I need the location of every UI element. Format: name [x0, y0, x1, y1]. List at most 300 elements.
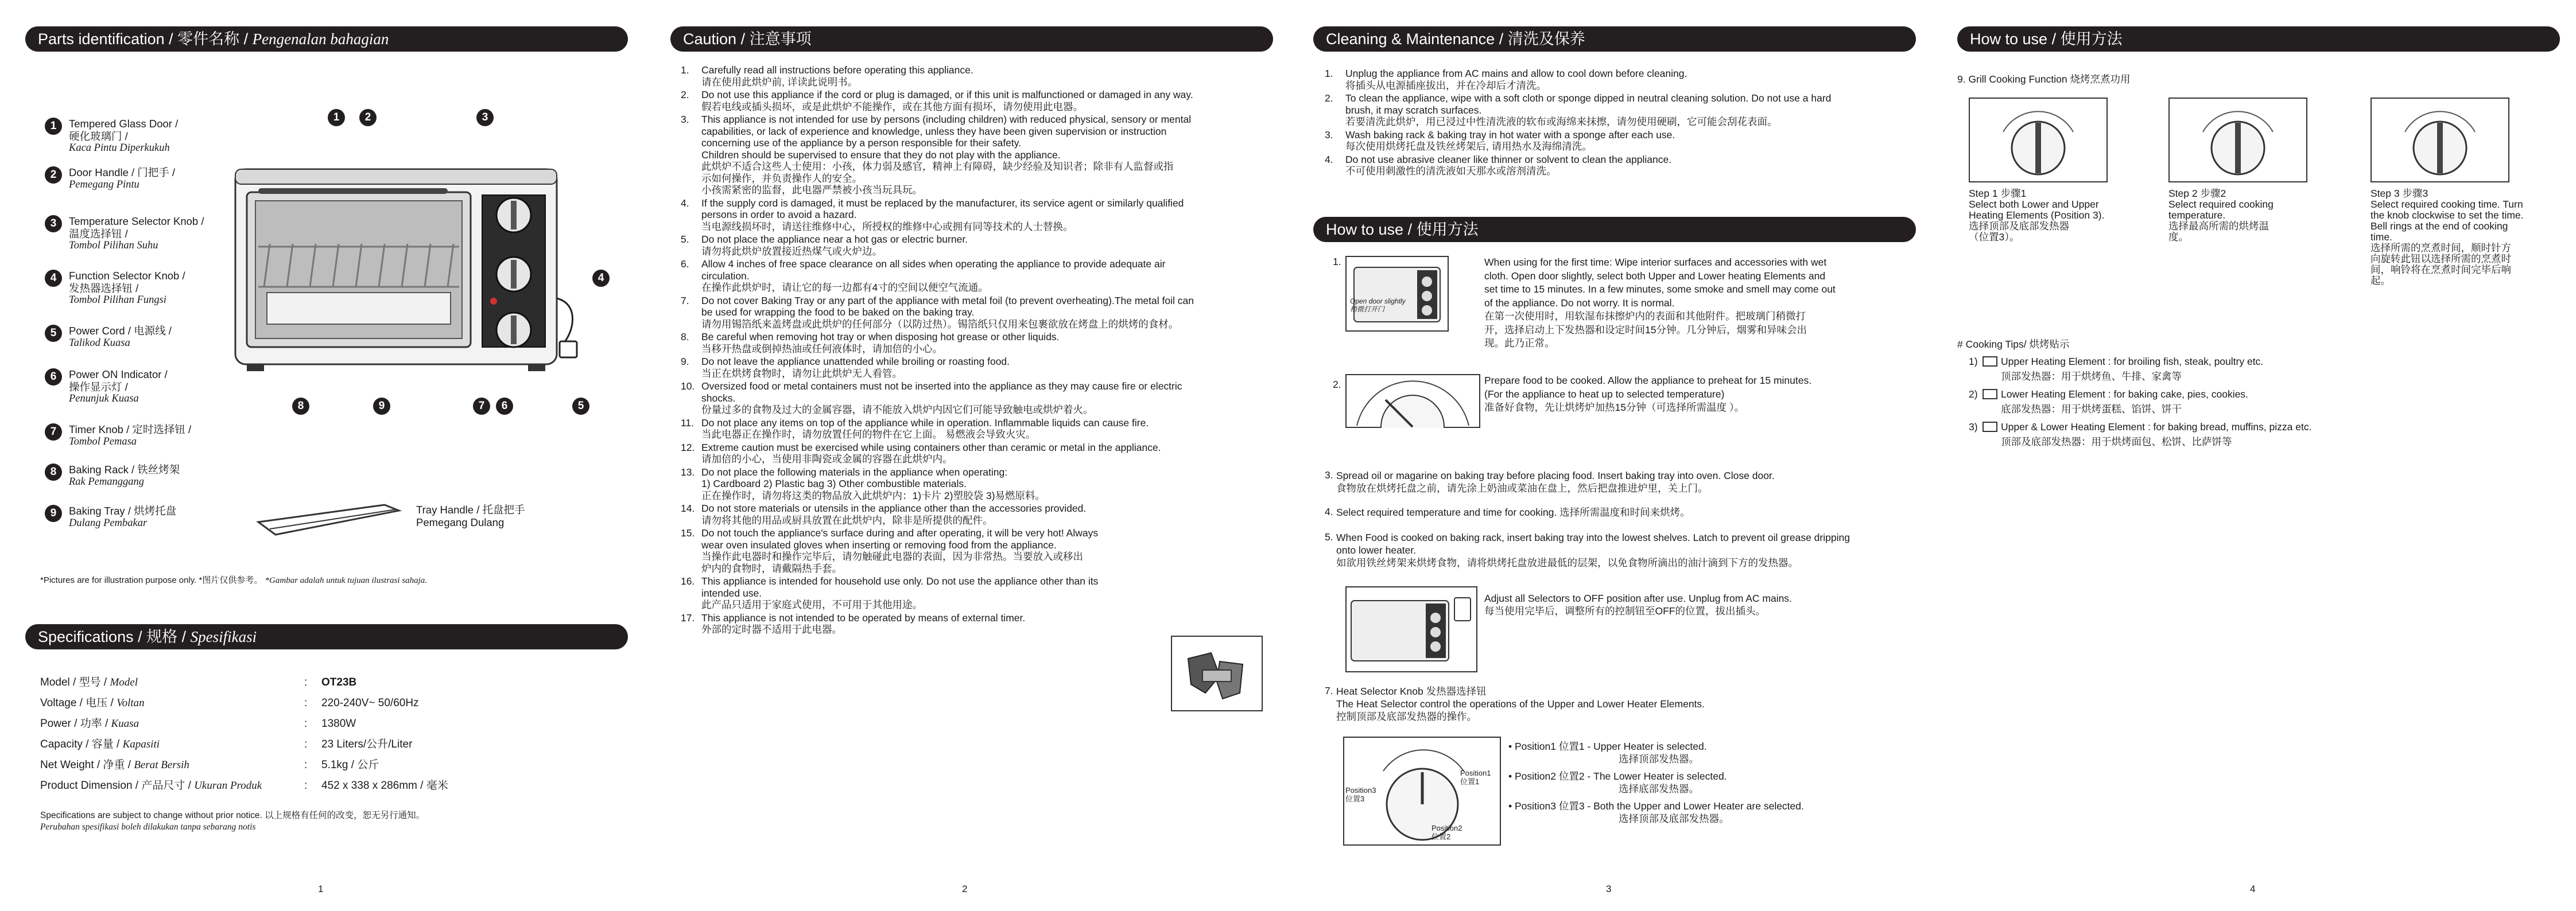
list-item-line: Do not leave the appliance unattended while broiling or roasting food.	[701, 356, 1010, 367]
selector-dial-icon	[1969, 98, 2108, 182]
list-item-number: 4.	[681, 197, 689, 209]
dial-p1-zh: 位置1	[1460, 777, 1480, 786]
part-name-ml: Pemegang Pintu	[69, 178, 139, 190]
heater-icon	[1983, 422, 1997, 432]
list-item-line: 1) Cardboard 2) Plastic bag 3) Other combustible materials.	[701, 478, 967, 489]
position-item	[1508, 740, 1707, 765]
grill-step-line: Heating Elements (Position 3).	[1969, 209, 2105, 221]
list-item-line: 此产品只适用于家庭式使用，不可用于其他用途。	[701, 599, 922, 610]
list-item-line: Be careful when removing hot tray or when disposing hot grease or other liquids.	[701, 331, 1060, 342]
part-number-badge: 1	[45, 118, 62, 135]
part-number-badge: 7	[45, 423, 62, 441]
list-item-line: 当电源线损坏时，请送往维修中心，所授权的维修中心或拥有同等技术的人士替换。	[701, 220, 1073, 232]
oven-unplug-icon	[1345, 586, 1477, 672]
grill-step-line: the knob clockwise to set the time.	[2371, 209, 2524, 221]
list-item-line: Extreme caution must be exercised while using containers other than ceramic or metal in the appliance.	[701, 441, 1161, 453]
callout-badge: 4	[592, 270, 610, 287]
tip-number: 1)	[1969, 356, 1978, 367]
tips-title: # Cooking Tips/ 烘烤贴示	[1957, 338, 2070, 350]
heater-icon	[1983, 356, 1997, 367]
part-name-en: Door Handle / 门把手 /	[69, 166, 176, 178]
list-item-text	[1345, 129, 1910, 153]
list-item-text	[1345, 92, 1910, 128]
spec-colon: :	[304, 697, 308, 709]
list-item-line: 当正在烘烤食物时，请勿让此烘炉无人看管。	[701, 367, 902, 379]
list-item-line: To clean the appliance, wipe with a soft cloth or sponge dipped in neutral cleaning solution. Do not use a hard	[1345, 92, 1832, 104]
part-name-ml: Talikod Kuasa	[69, 337, 130, 349]
list-item	[681, 331, 1266, 355]
list-item	[681, 466, 1266, 502]
step-3-text	[1336, 469, 1916, 495]
illustration-note-en: *Pictures are for illustration purpose only. *图片仅供参考。	[40, 575, 263, 585]
list-item-number: 3.	[681, 114, 689, 125]
tip-zh: 顶部及底部发热器：用于烘烤面包、松饼、比萨饼等	[2001, 436, 2232, 447]
part-name-ml: Penunjuk Kuasa	[69, 393, 139, 404]
spec-value: 23 Liters/公升/Liter	[321, 738, 413, 750]
part-number-badge: 6	[45, 368, 62, 386]
step-line: Select required temperature and time for cooking. 选择所需温度和时间来烘烤。	[1336, 507, 1690, 518]
list-item-line: 外部的定时器不适用于此电器。	[701, 624, 842, 635]
step-1-num: 1.	[1333, 256, 1341, 267]
list-item-line: Allow 4 inches of free space clearance on all sides when operating the appliance to provide adequate air	[701, 258, 1166, 270]
list-item-line: Do not touch the appliance's surface during and after operating, it will be very hot! Always	[701, 527, 1099, 539]
list-item-text	[701, 331, 1266, 355]
part-name-ml: Tombol Pilihan Suhu	[69, 240, 158, 251]
grill-step-line: （位置3）。	[1969, 231, 2020, 243]
list-item	[681, 527, 1266, 574]
list-item-line: intended use.	[701, 587, 762, 599]
list-item-text	[701, 233, 1266, 257]
oven-illustration	[224, 115, 597, 413]
list-item-text	[701, 442, 1266, 465]
step-line: 开，选择启动上下发热器和设定时间15分钟。几分钟后，烟雾和异味会出	[1484, 324, 1807, 336]
step-4-text	[1336, 506, 1916, 519]
position-zh: 选择底部发热器。	[1619, 783, 1699, 795]
part-name-ml: Kaca Pintu Diperkukuh	[69, 142, 170, 154]
step-line: When Food is cooked on baking rack, insert baking tray into the lowest shelves. Latch to prevent oil grease dripping	[1336, 532, 1850, 543]
spec-label-text: Power / 功率 /	[40, 718, 111, 730]
spec-label-ml: Berat Bersih	[134, 759, 189, 771]
spec-label	[40, 676, 138, 690]
spec-label-ml: Kapasiti	[122, 738, 160, 750]
spec-label-text: Model / 型号 /	[40, 676, 110, 688]
list-item-line: 将插头从电源插座拔出，并在冷却后才清洗。	[1345, 79, 1546, 91]
grill-step-title: Step 2 步骤2	[2168, 188, 2226, 199]
list-item-line: This appliance is not intended to be operated by means of external timer.	[701, 612, 1026, 624]
list-item-line: 此烘炉不适合这些人士使用：小孩，体力弱及感官，精神上有障碍，缺少经验及知识者；除非有人监督或指	[701, 161, 1174, 172]
list-item-line: 炉内的食物时，请戴隔热手套。	[701, 562, 842, 574]
spec-value: 452 x 338 x 286mm / 毫米	[321, 780, 448, 792]
list-item	[681, 295, 1266, 330]
list-item	[681, 503, 1266, 526]
selector-dial-icon	[2371, 98, 2509, 182]
list-item	[1325, 92, 1910, 128]
list-item-line: Do not use this appliance if the cord or plug is damaged, or if this unit is malfunctioned or damaged in any way.	[701, 89, 1193, 100]
spec-label	[40, 779, 262, 793]
callout-badge: 1	[328, 109, 345, 126]
illustration-note-ml: *Gambar adalah untuk tujuan ilustrasi sahaja.	[265, 576, 428, 585]
step-3-num: 3.	[1325, 469, 1333, 481]
page-4	[1932, 0, 2576, 911]
part-number-badge: 4	[45, 270, 62, 287]
list-item	[1325, 154, 1910, 177]
tip-zh: 顶部发热器：用于烘烤鱼、牛排、家禽等	[2001, 371, 2182, 382]
spec-value: 220-240V~ 50/60Hz	[321, 697, 419, 709]
spec-colon: :	[304, 718, 308, 730]
list-item-line: Oversized food or metal containers must not be inserted into the appliance as they may cause fire or electric	[701, 380, 1182, 392]
callout-badge: 7	[473, 398, 490, 415]
part-name-ml: Tombol Pemasa	[69, 435, 137, 447]
step-line: Spread oil or magarine on baking tray before placing food. Insert baking tray into oven. Close door.	[1336, 470, 1775, 481]
list-item-text	[701, 114, 1266, 196]
dial-p2-en: Position2	[1431, 824, 1462, 832]
position-en: • Position3 位置3 - Both the Upper and Lower Heater are selected.	[1508, 800, 1804, 812]
spec-label	[40, 696, 145, 710]
list-item-number: 15.	[681, 527, 695, 539]
list-item-line: Do not store materials or utensils in the appliance other than the accessories provided.	[701, 503, 1087, 514]
list-item-line: 正在操作时，请勿将这类的物品放入此烘炉内：1)卡片 2)塑胶袋 3)易燃原料。	[701, 489, 1045, 501]
list-item-line: 份量过多的食物及过大的金属容器，请不能放入烘炉内因它们可能导致触电或烘炉着火。	[701, 404, 1093, 415]
position-en: • Position1 位置1 - Upper Heater is selected.	[1508, 741, 1707, 752]
list-item-line: brush, it may scratch surfaces.	[1345, 104, 1482, 116]
spec-colon: :	[304, 738, 308, 750]
step-line: set time to 15 minutes. In a few minutes, some smoke and smell may come out	[1484, 283, 1836, 295]
callout-badge: 2	[359, 109, 377, 126]
step-5-text	[1336, 531, 1916, 569]
list-item-line: 请勿将此烘炉放置接近热煤气或火炉边。	[701, 245, 882, 257]
grill-step	[1969, 188, 2141, 243]
part-name-ml: Dulang Pembakar	[69, 517, 148, 529]
list-item	[681, 612, 1266, 636]
spec-label-text: Product Dimension / 产品尺寸 /	[40, 780, 195, 792]
list-item-number: 2.	[1325, 92, 1333, 104]
spec-label-text: Capacity / 容量 /	[40, 738, 123, 750]
page-number: 1	[318, 883, 324, 894]
list-item-number: 6.	[681, 258, 689, 270]
part-number-badge: 2	[45, 166, 62, 184]
spec-note	[40, 810, 425, 833]
list-item-text	[701, 89, 1266, 112]
step-line: 如欲用铁丝烤架来烘烤食物，请将烘烤托盘放进最低的层架，以免食物所滴出的油汁滴到下方的发热器。	[1336, 557, 1798, 569]
list-item-line: concerning use of the appliance by a person responsible for their safety.	[701, 137, 1022, 149]
grill-step-line: Select both Lower and Upper	[1969, 198, 2099, 210]
list-item-line: 请勿将其他的用品或厨具放置在此烘炉内，除非是所提供的配件。	[701, 514, 993, 526]
tray-handle-icon	[253, 499, 408, 545]
part-item	[69, 215, 204, 252]
list-item-number: 1.	[681, 64, 689, 76]
position-item	[1508, 800, 1804, 825]
step-line: 在第一次使用时，用软湿布抹擦炉内的表面和其他附件。把玻璃门稍微打	[1484, 310, 1806, 322]
grill-step-line: 起。	[2371, 275, 2391, 286]
list-item-line: 若要清洗此烘炉，用已浸过中性清洗液的软布或海绵来抹擦，请勿使用硬刷，它可能会刮花表面。	[1345, 116, 1778, 127]
list-item-number: 8.	[681, 331, 689, 342]
list-item-line: Unplug the appliance from AC mains and allow to cool down before cleaning.	[1345, 68, 1687, 79]
part-name-ml: Rak Pemanggang	[69, 476, 145, 488]
grill-step-title: Step 3 步骤3	[2371, 188, 2428, 199]
list-item-line: 当移开热盘或倒掉热油或任何液体时，请加倍的小心。	[701, 342, 942, 355]
parts-header-zh: 零件名称 /	[173, 30, 253, 48]
list-item	[1325, 129, 1910, 153]
list-item-line: This appliance is intended for household use only. Do not use the appliance other than its	[701, 575, 1099, 587]
page-number: 3	[1606, 883, 1612, 894]
page-3	[1288, 0, 1932, 911]
part-name-en: Function Selector Knob /	[69, 270, 185, 282]
list-item-line: Do not cover Baking Tray or any part of the appliance with metal foil (to prevent overheating).The metal foil can	[701, 294, 1194, 306]
spec-colon: :	[304, 780, 308, 792]
callout-badge: 3	[476, 109, 494, 126]
spec-header-ml: Spesifikasi	[190, 628, 257, 645]
position-zh: 选择顶部发热器。	[1619, 753, 1699, 765]
step-line: 准备好食物，先让烘烤炉加热15分钟（可选择所需温度 ）。	[1484, 402, 1745, 413]
list-item	[681, 380, 1266, 416]
list-item-line: Do not place the following materials in the appliance when operating:	[701, 466, 1008, 478]
list-item	[681, 356, 1266, 379]
page-2	[644, 0, 1288, 911]
list-item-number: 12.	[681, 441, 695, 453]
page-number: 2	[962, 883, 968, 894]
callout-badge: 5	[572, 398, 589, 415]
list-item	[681, 258, 1266, 294]
list-item-line: Children should be supervised to ensure that they do not play with the appliance.	[701, 149, 1061, 161]
list-item	[681, 442, 1266, 465]
step-line: When using for the first time: Wipe interior surfaces and accessories with wet	[1484, 256, 1827, 268]
part-item	[69, 423, 191, 448]
list-item-text	[701, 356, 1266, 379]
dial-p2-zh: 位置2	[1431, 832, 1451, 841]
list-item-text	[701, 575, 1266, 611]
part-name-zh: 硬化玻璃门 /	[69, 130, 128, 142]
list-item-line: 在操作此烘炉时，请让它的每一边都有4寸的空间以便空气流通。	[701, 282, 988, 293]
selector-dial-icon	[2168, 98, 2307, 182]
part-name-en: Timer Knob / 定时选择钮 /	[69, 423, 192, 435]
spec-note-en: Specifications are subject to change without prior notice. 以上规格有任何的改变，恕无另行通知。	[40, 811, 425, 820]
list-item-text	[701, 417, 1266, 441]
list-item-line: 每次使用烘烤托盘及铁丝烤架后, 请用热水及海绵清洗。	[1345, 141, 1592, 152]
parts-header-ml: Pengenalan bahagian	[252, 30, 389, 48]
list-item-line: This appliance is not intended for use by persons (including children) with reduced physical, sensory or mental	[701, 114, 1192, 125]
list-item-line: Do not place the appliance near a hot gas or electric burner.	[701, 233, 968, 245]
part-name-ml: Tombol Pilihan Fungsi	[69, 294, 166, 306]
list-item	[681, 114, 1266, 196]
grill-step-line: 向旋转此钮以选择所需的烹煮时	[2371, 253, 2511, 264]
list-item-line: circulation.	[701, 270, 750, 282]
grill-step	[2168, 188, 2341, 243]
spec-label	[40, 717, 139, 731]
spec-label-ml: Model	[110, 676, 138, 688]
list-item-line: 不可使用刺激性的清洗液如天那水或溶剂清洗。	[1345, 165, 1557, 177]
tip-number: 3)	[1969, 421, 1978, 433]
grill-step-line: 间，响铃将在烹煮时间完毕后响	[2371, 264, 2511, 275]
list-item	[681, 64, 1266, 88]
step-line: 每当使用完毕后，调整所有的控制钮至OFF的位置，拔出插头。	[1484, 605, 1766, 617]
list-item-line: be used for wrapping the food to be baked on the baking tray.	[701, 306, 975, 318]
list-item-number: 1.	[1325, 68, 1333, 79]
part-item	[69, 368, 168, 406]
part-number-badge: 9	[45, 505, 62, 522]
spec-label-ml: Voltan	[117, 697, 145, 709]
spec-value: 5.1kg / 公斤	[321, 759, 379, 771]
oven-door-open-icon	[1345, 256, 1449, 332]
spec-label-text: Voltage / 电压 /	[40, 697, 117, 709]
callout-badge: 8	[292, 398, 309, 415]
part-name-en: Baking Tray / 烘烤托盘	[69, 505, 177, 517]
list-item	[681, 233, 1266, 257]
list-item-text	[701, 612, 1266, 636]
part-item	[69, 118, 178, 155]
dial-p1-en: Position1	[1460, 769, 1491, 777]
list-item-text	[701, 197, 1266, 233]
part-item	[69, 270, 185, 307]
list-item-line: 当此电器正在操作时，请勿放置任何的物件在它上面。 易燃液会导致火灾。	[701, 429, 1036, 440]
list-item-text	[1345, 68, 1910, 91]
list-item-line: capabilities, or lack of experience and knowledge, unless they have been given supervision or instruction	[701, 125, 1167, 137]
list-item-text	[701, 466, 1266, 502]
part-item	[69, 505, 176, 530]
step-line: (For the appliance to heat up to selected temperature)	[1484, 388, 1725, 400]
dial-position-2	[1431, 824, 1462, 841]
grill-step-line: 选择所需的烹煮时间，顺时针方	[2371, 242, 2511, 254]
step-line: Prepare food to be cooked. Allow the appliance to preheat for 15 minutes.	[1484, 375, 1812, 386]
list-item-number: 4.	[1325, 153, 1333, 165]
list-item-line: 请勿用锡箔纸来盖烤盘或此烘炉的任何部分（以防过热）。锡箔纸只仅用来包裹欲放在烤盘上的烘烤的食材。	[701, 318, 1179, 330]
list-item	[681, 197, 1266, 233]
grill-step-line: 度。	[2168, 231, 2189, 243]
list-item-line: 示如何操作，并负责操作人的安全。	[701, 172, 862, 184]
tip-zh: 底部发热器：用于烘烤蛋糕、馅饼、饼干	[2001, 403, 2182, 415]
parts-header-en: Parts identification /	[38, 30, 173, 48]
list-item-text	[701, 258, 1266, 294]
caution-header: Caution / 注意事项	[670, 26, 1273, 52]
list-item-text	[701, 527, 1266, 574]
spec-colon: :	[304, 759, 308, 771]
list-item	[681, 89, 1266, 112]
grill-step-line: 选择顶部及底部发热器	[1969, 220, 2069, 232]
list-item-line: shocks.	[701, 392, 736, 404]
parts-header	[25, 26, 628, 52]
dial-p3-en: Position3	[1345, 786, 1376, 795]
step-line: Heat Selector Knob 发热器选择钮	[1336, 686, 1487, 697]
step-5-num: 5.	[1325, 531, 1333, 543]
list-item-text	[701, 64, 1266, 88]
position-en: • Position2 位置2 - The Lower Heater is selected.	[1508, 770, 1727, 782]
part-name-en: Power ON Indicator /	[69, 368, 168, 380]
dial-p3-zh: 位置3	[1345, 795, 1365, 803]
spec-label	[40, 758, 189, 772]
howto-header: How to use / 使用方法	[1313, 217, 1916, 242]
part-name-zh: 操作显示灯 /	[69, 380, 128, 393]
step-line: 现。此乃正常。	[1484, 337, 1555, 349]
tip-number: 2)	[1969, 388, 1978, 400]
dial-position-3	[1345, 786, 1376, 803]
list-item-line: 当操作此电器时和操作完毕后，请勿触碰此电器的表面，因为非常热。当要放入或移出	[701, 551, 1083, 562]
tray-handle-ml: Pemegang Dulang	[416, 516, 505, 528]
step-2-text	[1484, 374, 1921, 415]
list-item	[681, 575, 1266, 611]
spec-value: OT23B	[321, 676, 357, 688]
list-item-text	[701, 380, 1266, 416]
list-item	[1325, 68, 1910, 91]
step-line: Adjust all Selectors to OFF position after use. Unplug from AC mains.	[1484, 593, 1792, 604]
part-name-en: Baking Rack / 铁丝烤架	[69, 464, 180, 476]
list-item-number: 17.	[681, 612, 695, 624]
list-item-line: Wash baking rack & baking tray in hot water with a sponge after each use.	[1345, 129, 1675, 141]
step-7-text	[1336, 685, 1916, 723]
spec-label	[40, 738, 160, 752]
list-item-line: Do not place any items on top of the appliance while in operation. Inflammable liquids can cause fire.	[701, 416, 1149, 429]
callout-badge: 9	[373, 398, 390, 415]
list-item-text	[701, 503, 1266, 526]
spec-colon: :	[304, 676, 308, 688]
tip-en: Upper Heating Element : for broiling fish, steak, poultry etc.	[2001, 356, 2264, 367]
list-item-line: 请加倍的小心，当使用非陶瓷或金属的容器在此烘炉内。	[701, 453, 953, 465]
grill-step-line: 选择最高所需的烘烤温	[2168, 220, 2269, 232]
page-1	[0, 0, 644, 911]
glove-icon	[1171, 636, 1263, 711]
list-item-number: 3.	[1325, 129, 1333, 141]
spec-label-ml: Kuasa	[111, 718, 139, 730]
list-item-number: 13.	[681, 466, 695, 478]
cleaning-header: Cleaning & Maintenance / 清洗及保养	[1313, 26, 1916, 52]
list-item-line: Carefully read all instructions before operating this appliance.	[701, 64, 973, 76]
list-item-line: Do not use abrasive cleaner like thinner or solvent to clean the appliance.	[1345, 153, 1672, 165]
list-item-number: 9.	[681, 356, 689, 367]
step-line: 食物放在烘烤托盘之前，请先涂上奶油或菜油在盘上，然后把盘推进炉里，关上门。	[1336, 482, 1708, 494]
list-item-number: 7.	[681, 294, 689, 306]
list-item-line: persons in order to avoid a hazard.	[701, 209, 857, 220]
step-2-num: 2.	[1333, 379, 1341, 390]
list-item-line: If the supply cord is damaged, it must be replaced by the manufacturer, its service agent or similarly qualified	[701, 197, 1184, 209]
spec-note-ml: Perubahan spesifikasi boleh dilakukan tanpa sebarang notis	[40, 822, 256, 832]
part-name-zh: 温度选择钮 /	[69, 227, 128, 240]
grill-step	[2371, 188, 2543, 286]
part-name-en: Power Cord / 电源线 /	[69, 325, 172, 337]
position-item	[1508, 770, 1727, 795]
list-item	[681, 417, 1266, 441]
list-item-text	[1345, 154, 1910, 177]
page-number: 4	[2250, 883, 2256, 894]
howto-header: How to use / 使用方法	[1957, 26, 2560, 52]
list-item-number: 14.	[681, 503, 695, 514]
step-4-num: 4.	[1325, 506, 1333, 517]
step-6-text	[1484, 592, 1921, 617]
step-line: The Heat Selector control the operations of the Upper and Lower Heater Elements.	[1336, 698, 1705, 710]
open-door-zh: 稍微打开门	[1350, 305, 1385, 313]
step-line: of the appliance. Do not worry. It is normal.	[1484, 297, 1675, 309]
callout-badge: 6	[496, 398, 513, 415]
part-name-zh: 发热器选择钮 /	[69, 282, 139, 294]
list-item-number: 2.	[681, 89, 689, 100]
part-number-badge: 3	[45, 215, 62, 232]
tray-handle-en: Tray Handle / 托盘把手	[416, 504, 525, 516]
part-name-en: Tempered Glass Door /	[69, 118, 179, 130]
grill-step-line: Bell rings at the end of cooking	[2371, 220, 2508, 232]
step-line: onto lower heater.	[1336, 544, 1417, 556]
list-item-line: 请在使用此烘炉前, 详读此说明书。	[701, 76, 858, 88]
part-number-badge: 8	[45, 464, 62, 481]
temperature-dial-icon	[1345, 374, 1480, 428]
list-item-line: 小孩需紧密的监督，此电器严禁被小孩当玩具玩。	[701, 184, 922, 196]
step-1-text	[1484, 256, 1921, 351]
tip-en: Upper & Lower Heating Element : for baking bread, muffins, pizza etc.	[2001, 421, 2312, 433]
part-item	[69, 325, 172, 349]
grill-step-line: Select required cooking time. Turn	[2371, 198, 2523, 210]
spec-label-ml: Ukuran Produk	[194, 780, 262, 792]
spec-label-text: Net Weight / 净重 /	[40, 759, 134, 771]
part-item	[69, 464, 180, 488]
grill-step-title: Step 1 步骤1	[1969, 188, 2027, 199]
grill-step-line: Select required cooking	[2168, 198, 2274, 210]
list-item-number: 11.	[681, 416, 695, 429]
